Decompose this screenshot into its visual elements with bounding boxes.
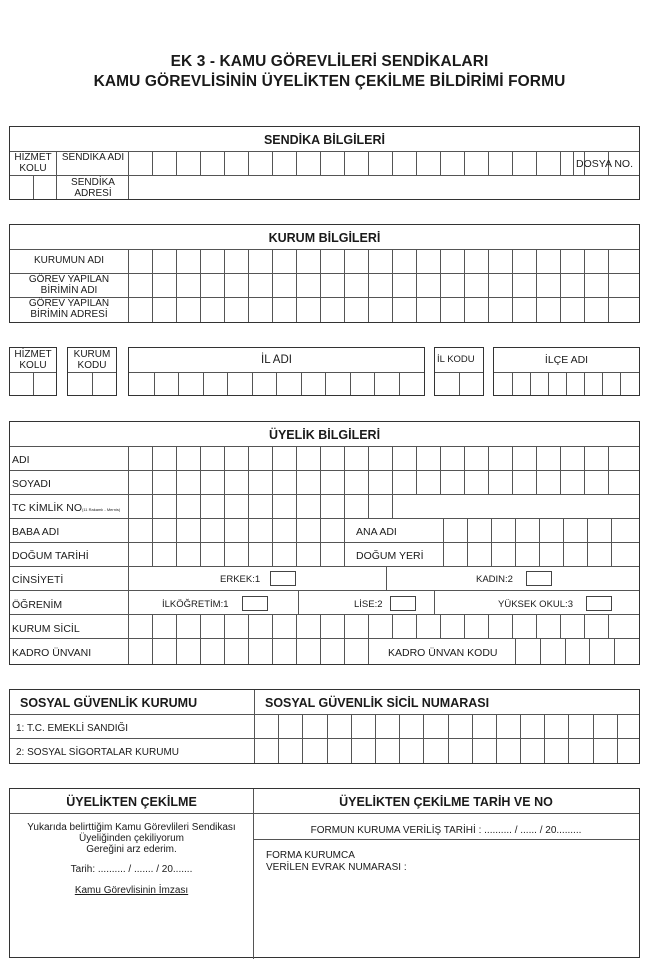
sendika-hizmet-kolu-label: HİZMET KOLU [14,152,52,174]
kurum-header: KURUM BİLGİLERİ [268,231,381,245]
sendika-adi-label: SENDİKA ADI [61,152,125,163]
kurum-section [9,224,640,323]
kadro-unvan-kodu-cells[interactable] [515,638,639,664]
codes-il-adi-box [128,347,425,396]
kurum-sicil-cells[interactable] [128,614,632,638]
codes-il-kodu-box [434,347,484,396]
kurumun-adi-label: KURUMUN ADI [33,255,104,266]
cinsiyeti-label: CİNSİYETİ [12,574,64,586]
erkek-label: ERKEK:1 [220,574,261,585]
adi-label: ADI [12,454,30,466]
sendika-adresi-label: SENDİKA ADRESİ [71,177,115,199]
cekilme-header-right: ÜYELİKTEN ÇEKİLME TARİH VE NO [339,795,553,809]
sosyal-sicil-header: SOSYAL GÜVENLİK SİCİL NUMARASI [265,696,490,710]
kurum-kodu-cell[interactable] [92,372,93,395]
cekilme-text-line1: Yukarıda belirttiğim Kamu Görevlileri Sendikası [27,822,236,833]
kadro-unvan-kodu-label: KADRO ÜNVAN KODU [388,647,498,659]
ilce-adi-cells[interactable] [494,372,638,395]
ogrenim-label: ÖĞRENİM [12,599,63,611]
ilkogretim-checkbox[interactable] [242,596,268,611]
tc-kimlik-label: TC KİMLİK NO(11 Rakamlı - Mernis) [12,502,121,514]
lise-label: LİSE:2 [354,599,383,610]
baba-adi-label: BABA ADI [12,526,60,538]
kurum-cells[interactable] [128,249,632,322]
soyadi-label: SOYADI [12,478,51,490]
sosyal-kurum-header: SOSYAL GÜVENLİK KURUMU [20,696,198,710]
kadin-label: KADIN:2 [476,574,513,585]
codes-hizmet-kolu-box [9,347,57,396]
codes-il-kodu-label: İL KODU [437,354,475,365]
cekilme-section [9,788,640,958]
evrak-line2: VERİLEN EVRAK NUMARASI : [266,862,407,873]
kadin-checkbox[interactable] [526,571,552,586]
il-adi-cells[interactable] [129,372,423,395]
kurum-sicil-label: KURUM SİCİL [12,623,80,635]
tc-kimlik-note: (11 Rakamlı - Mernis) [82,507,121,512]
codes-ilce-adi-label: İLÇE ADI [544,354,589,366]
dogum-yeri-label: DOĞUM YERİ [356,550,424,562]
cekilme-tarih: Tarih: .......... / ....... / 20....... [70,864,193,875]
ana-adi-label: ANA ADI [356,526,397,538]
cekilme-imza: Kamu Görevlisinin İmzası [74,885,189,896]
kadro-unvani-label: KADRO ÜNVANI [12,647,92,659]
sendika-header: SENDİKA BİLGİLERİ [263,133,386,147]
baba-dogum-cells[interactable] [128,518,345,566]
codes-il-adi-label: İL ADI [261,354,292,366]
cekilme-header-left: ÜYELİKTEN ÇEKİLME [66,795,197,809]
codes-hizmet-kolu-label: HİZMET KOLU [14,349,52,371]
yuksek-okul-checkbox[interactable] [586,596,612,611]
sendika-adi-cells[interactable] [128,151,609,175]
gorev-birim-adresi-label: GÖREV YAPILAN BİRİMİN ADRESİ [28,298,110,320]
dogum-tarihi-label: DOĞUM TARİHİ [12,550,89,562]
ana-dogum-yeri-cells[interactable] [443,518,635,566]
erkek-checkbox[interactable] [270,571,296,586]
codes-kurum-kodu-box [67,347,117,396]
uyelik-section [9,421,640,665]
cekilme-text-line3: Gereğini arz ederim. [86,844,177,855]
sosyal-opt2: 2: SOSYAL SİGORTALAR KURUMU [16,747,180,758]
sosyal-opt1: 1: T.C. EMEKLİ SANDIĞI [16,723,129,734]
sosyal-sicil-cells[interactable] [254,714,641,763]
dosya-no-label: DOSYA NO. [576,158,633,170]
gorev-birim-adi-label: GÖREV YAPILAN BİRİMİN ADI [28,274,110,296]
form-title-line2: KAMU GÖREVLİSİNİN ÜYELİKTEN ÇEKİLME BİLDİRİMİ FORMU [93,73,566,90]
tc-kimlik-cells[interactable] [128,494,393,518]
hizmet-kolu-cell[interactable] [33,372,34,395]
cekilme-text-line2: Üyeliğinden çekiliyorum [78,833,185,844]
sosyal-section [9,689,640,764]
yuksek-okul-label: YÜKSEK OKUL:3 [498,599,573,610]
form-title-line1: EK 3 - KAMU GÖREVLİLERİ SENDİKALARI [170,53,489,70]
sendika-section [9,126,640,200]
ilkogretim-label: İLKÖĞRETİM:1 [162,599,229,610]
verilis-tarihi: FORMUN KURUMA VERİLİŞ TARİHİ : .......... / ...... / 20......... [310,825,582,836]
evrak-line1: FORMA KURUMCA [266,850,355,861]
uyelik-header: ÜYELİK BİLGİLERİ [268,428,381,442]
codes-ilce-adi-box [493,347,640,396]
lise-checkbox[interactable] [390,596,416,611]
codes-kurum-kodu-label: KURUM KODU [73,349,111,371]
kadro-unvani-cells[interactable] [128,638,369,664]
il-kodu-cell[interactable] [459,372,460,395]
